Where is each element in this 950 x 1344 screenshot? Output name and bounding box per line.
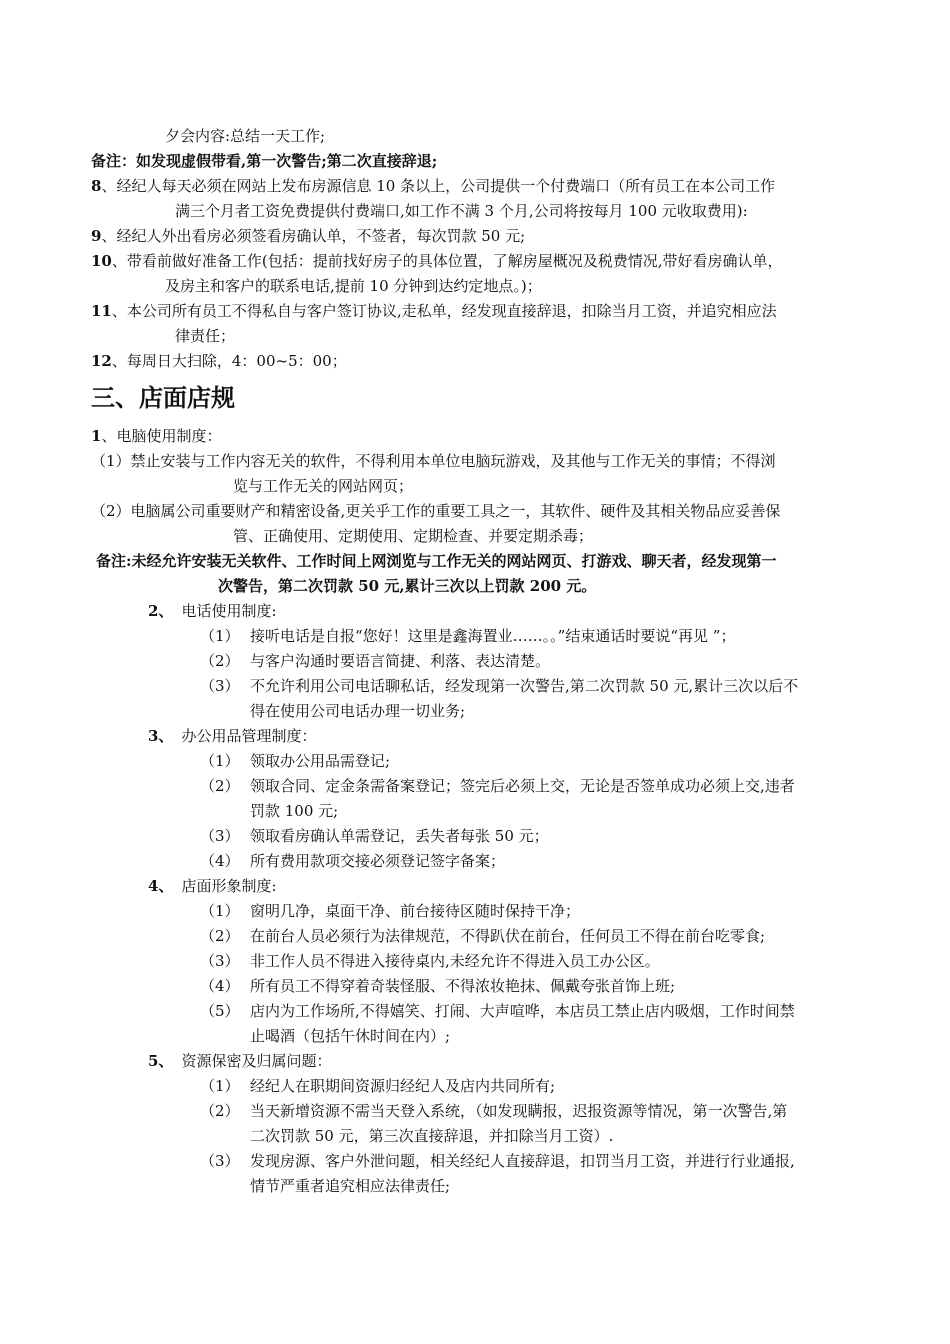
sub-item-text: 经纪人在职期间资源归经纪人及店内共同所有;: [250, 1077, 556, 1095]
item-text: 、本公司所有员工不得私自与客户签订协议,走私单，经发现直接辞退，扣除当月工资，并追究相应法: [111, 302, 777, 320]
rule-5-title: [148, 1051, 331, 1071]
sub-item-text-cont: 情节严重者追究相应法律责任;: [250, 1177, 451, 1195]
rule-1-1-cont: 览与工作无关的网站网页；: [233, 477, 414, 495]
rule-2-title: [148, 601, 277, 621]
item-number: 9: [91, 227, 102, 245]
sub-item-text: 领取看房确认单需登记，丢失者每张 50 元；: [250, 827, 549, 845]
sub-item-number: （4）: [200, 852, 240, 870]
sub-item-number: （3）: [200, 1152, 240, 1170]
sub-item-text: 所有费用款项交接必须登记签字备案；: [250, 852, 506, 870]
rule-1-title: [91, 426, 221, 446]
item-8: [91, 176, 775, 196]
sub-item-text: 接听电话是自报“您好！这里是鑫海置业……。。”结束通话时要说“再见 ”；: [250, 627, 736, 645]
item-number: 8: [91, 177, 102, 195]
item-number: 1: [91, 427, 102, 445]
item-text: 、经纪人外出看房必须签看房确认单，不签者，每次罚款 50 元;: [101, 227, 526, 245]
item-number: 12: [91, 352, 112, 370]
sub-item-text: 不允许利用公司电话聊私话，经发现第一次警告,第二次罚款 50 元,累计三次以后不: [250, 677, 799, 695]
item-text: 、带看前做好准备工作(包括：提前找好房子的具体位置，了解房屋概况及税费情况,带好看房确认单，: [111, 252, 783, 270]
sub-item-text: 窗明几净，桌面干净、前台接待区随时保持干净；: [250, 902, 581, 920]
item-8-cont: 满三个月者工资免费提供付费端口,如工作不满 3 个月,公司将按每月 100 元收取费用):: [175, 202, 748, 220]
note-fake-viewing: 备注：如发现虚假带看,第一次警告;第二次直接辞退;: [91, 152, 438, 170]
sub-item-number: （2）: [200, 927, 240, 945]
sub-item-text: 领取合同、定金条需备案登记；签完后必须上交，无论是否签单成功必须上交,违者: [250, 777, 795, 795]
sub-item-number: （2）: [200, 777, 240, 795]
item-number: 5、: [148, 1052, 174, 1070]
item-number: 3、: [148, 727, 174, 745]
item-10: [91, 251, 783, 271]
rule-4-title: [148, 876, 277, 896]
sub-item-text: 非工作人员不得进入接待桌内,未经允许不得进入员工办公区。: [250, 952, 660, 970]
sub-item-number: （3）: [200, 952, 240, 970]
item-10-cont: 及房主和客户的联系电话,提前 10 分钟到达约定地点。)；: [165, 277, 542, 295]
sub-item-number: （2）: [200, 652, 240, 670]
note-computer-cont: 次警告，第二次罚款 50 元,累计三次以上罚款 200 元。: [218, 577, 597, 595]
item-text: 办公用品管理制度：: [181, 727, 317, 745]
item-text: 电话使用制度:: [181, 602, 277, 620]
sub-item-number: （4）: [200, 977, 240, 995]
sub-item-text: 领取办公用品需登记;: [250, 752, 391, 770]
note-computer: 备注:未经允许安装无关软件、工作时间上网浏览与工作无关的网站网页、打游戏、聊天者，经发现第一: [96, 552, 777, 570]
item-text: 、电脑使用制度：: [101, 427, 222, 445]
sub-item-number: （3）: [200, 677, 240, 695]
sub-item-number: （3）: [200, 827, 240, 845]
item-text: 资源保密及归属问题：: [181, 1052, 332, 1070]
rule-3-title: [148, 726, 316, 746]
item-text: 、每周日大扫除，4：00~5：00；: [111, 352, 347, 370]
rule-1-1: （1）禁止安装与工作内容无关的软件，不得利用本单位电脑玩游戏，及其他与工作无关的事情；不得浏: [91, 452, 776, 470]
sub-item-number: （2）: [200, 1102, 240, 1120]
sub-item-text: 与客户沟通时要语言简捷、利落、表达清楚。: [250, 652, 551, 670]
section-title: 三、店面店规: [91, 383, 235, 412]
item-text: 店面形象制度:: [181, 877, 277, 895]
sub-item-text-cont: 止喝酒（包括午休时间在内）;: [250, 1027, 451, 1045]
sub-item-text: 在前台人员必须行为法律规范，不得趴伏在前台，任何员工不得在前台吃零食;: [250, 927, 766, 945]
evening-meeting-line: 夕会内容:总结一天工作;: [165, 127, 326, 145]
item-number: 4、: [148, 877, 174, 895]
item-9: [91, 226, 525, 246]
sub-item-text: 店内为工作场所,不得嬉笑、打闹、大声喧哗，本店员工禁止店内吸烟，工作时间禁: [250, 1002, 795, 1020]
sub-item-text-cont: 罚款 100 元;: [250, 802, 339, 820]
sub-item-number: （1）: [200, 1077, 240, 1095]
sub-item-text: 当天新增资源不需当天登入系统，（如发现瞒报，迟报资源等情况，第一次警告,第: [250, 1102, 788, 1120]
item-12: [91, 351, 347, 371]
rule-1-2: （2）电脑属公司重要财产和精密设备,更关乎工作的重要工具之一，其软件、硬件及其相关物品应妥善保: [91, 502, 781, 520]
sub-item-text: 所有员工不得穿着奇装怪服、不得浓妆艳抹、佩戴夸张首饰上班;: [250, 977, 676, 995]
sub-item-number: （5）: [200, 1002, 240, 1020]
sub-item-number: （1）: [200, 902, 240, 920]
sub-item-text-cont: 二次罚款 50 元，第三次直接辞退，并扣除当月工资）.: [250, 1127, 614, 1145]
sub-item-number: （1）: [200, 627, 240, 645]
item-11: [91, 301, 777, 321]
sub-item-text: 发现房源、客户外泄问题，相关经纪人直接辞退，扣罚当月工资，并进行行业通报,: [250, 1152, 795, 1170]
item-11-cont: 律责任；: [175, 327, 236, 345]
item-number: 10: [91, 252, 112, 270]
rule-1-2-cont: 管、正确使用、定期使用、定期检查、并要定期杀毒；: [233, 527, 594, 545]
sub-item-text-cont: 得在使用公司电话办理一切业务;: [250, 702, 466, 720]
item-number: 2、: [148, 602, 174, 620]
item-number: 11: [91, 302, 112, 320]
item-text: 、经纪人每天必须在网站上发布房源信息 10 条以上，公司提供一个付费端口（所有员工在本公司工作: [101, 177, 776, 195]
sub-item-number: （1）: [200, 752, 240, 770]
